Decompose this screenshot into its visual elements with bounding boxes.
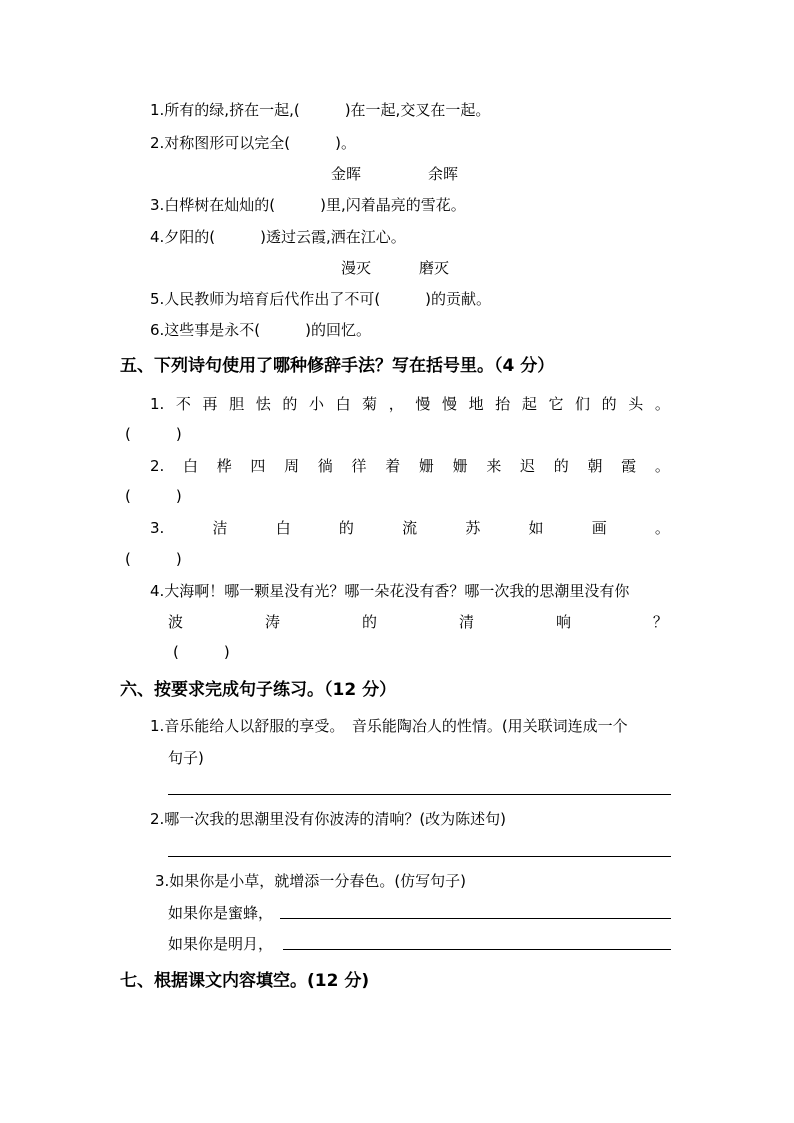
section-6-heading: 六、按要求完成句子练习。（12 分） — [120, 680, 397, 700]
char: 的 — [338, 519, 354, 537]
rhetoric-sentence-4: 4.大海啊！哪一颗星没有光？哪一朵花没有香？哪一次我的思潮里没有你 — [150, 582, 630, 600]
fill-question-1: 1.所有的绿,挤在一起,( )在一起,交叉在一起。 — [150, 101, 491, 119]
answer-line-3a[interactable] — [280, 918, 671, 919]
char: 白 — [275, 519, 291, 537]
word-option-momie: 磨灭 — [419, 259, 450, 277]
fill-question-3: 3.白桦树在灿灿的( )里,闪着晶亮的雪花。 — [150, 196, 466, 214]
char: 头 — [628, 395, 644, 413]
answer-blank-2[interactable]: ( ) — [125, 487, 182, 505]
fill-question-2: 2.对称图形可以完全( )。 — [150, 134, 357, 152]
char: 苏 — [465, 519, 481, 537]
word-option-yuhui: 余晖 — [428, 165, 459, 183]
char: 四 — [250, 457, 266, 475]
char: 霞 — [621, 457, 637, 475]
char: 画 — [591, 519, 607, 537]
char: 徜 — [317, 457, 333, 475]
word-option-manmie: 漫灭 — [341, 259, 372, 277]
rhetoric-sentence-4-continuation — [168, 612, 668, 632]
answer-blank-4[interactable]: ( ) — [173, 643, 230, 661]
char: 姗 — [452, 457, 468, 475]
char: 涛 — [264, 613, 280, 631]
rhetoric-sentence-2 — [150, 456, 670, 476]
char: 的 — [553, 457, 569, 475]
char: 桦 — [216, 457, 232, 475]
sentence-task-2: 2.哪一次我的思潮里没有你波涛的清响？(改为陈述句) — [150, 810, 507, 828]
char: 1. — [150, 395, 165, 413]
char: 。 — [654, 519, 670, 537]
char: 的 — [282, 395, 298, 413]
char: 慢 — [415, 395, 431, 413]
section-7-heading: 七、根据课文内容填空。(12 分) — [120, 971, 370, 991]
answer-line-3b[interactable] — [283, 949, 671, 950]
fill-question-4: 4.夕阳的( )透过云霞,洒在江心。 — [150, 228, 406, 246]
char: 胆 — [229, 395, 245, 413]
char: 流 — [402, 519, 418, 537]
char: 的 — [361, 613, 377, 631]
char: 们 — [575, 395, 591, 413]
char: 响 — [555, 613, 571, 631]
char: ？ — [652, 613, 668, 631]
word-option-jinhui: 金晖 — [331, 165, 362, 183]
sentence-task-3: 3.如果你是小草，就增添一分春色。(仿写句子) — [155, 872, 467, 890]
char: ， — [388, 395, 404, 413]
section-5-heading: 五、下列诗句使用了哪种修辞手法？写在括号里。（4 分） — [120, 356, 555, 376]
char: 不 — [175, 395, 191, 413]
char: 白 — [335, 395, 351, 413]
char: 波 — [168, 613, 184, 631]
char: 它 — [548, 395, 564, 413]
answer-blank-3[interactable]: ( ) — [125, 550, 182, 568]
fill-question-6: 6.这些事是永不( )的回忆。 — [150, 321, 372, 339]
imitation-prompt-moon: 如果你是明月， — [168, 935, 274, 953]
rhetoric-sentence-1 — [150, 394, 670, 414]
char: 徉 — [351, 457, 367, 475]
char: 的 — [601, 395, 617, 413]
char: 菊 — [362, 395, 378, 413]
char: 迟 — [520, 457, 536, 475]
char: 着 — [385, 457, 401, 475]
char: 周 — [284, 457, 300, 475]
char: 2. — [150, 457, 165, 475]
fill-question-5: 5.人民教师为培育后代作出了不可( )的贡献。 — [150, 290, 492, 308]
char: 地 — [468, 395, 484, 413]
char: 白 — [183, 457, 199, 475]
sentence-task-1: 1.音乐能给人以舒服的享受。 音乐能陶冶人的性情。(用关联词连成一个 — [150, 717, 628, 735]
char: 3. — [150, 519, 165, 537]
answer-line-2[interactable] — [168, 856, 671, 857]
char: 姗 — [418, 457, 434, 475]
char: 清 — [458, 613, 474, 631]
char: 小 — [308, 395, 324, 413]
char: 洁 — [212, 519, 228, 537]
sentence-task-1-continuation: 句子) — [168, 749, 204, 767]
imitation-prompt-bee: 如果你是蜜蜂， — [168, 904, 274, 922]
answer-line-1[interactable] — [168, 794, 671, 795]
char: 慢 — [442, 395, 458, 413]
rhetoric-sentence-3 — [150, 518, 670, 538]
char: 起 — [521, 395, 537, 413]
char: 朝 — [587, 457, 603, 475]
char: 来 — [486, 457, 502, 475]
char: 如 — [528, 519, 544, 537]
char: 抬 — [495, 395, 511, 413]
char: 。 — [654, 395, 670, 413]
char: 再 — [202, 395, 218, 413]
char: 。 — [654, 457, 670, 475]
answer-blank-1[interactable]: ( ) — [125, 425, 182, 443]
char: 怯 — [255, 395, 271, 413]
